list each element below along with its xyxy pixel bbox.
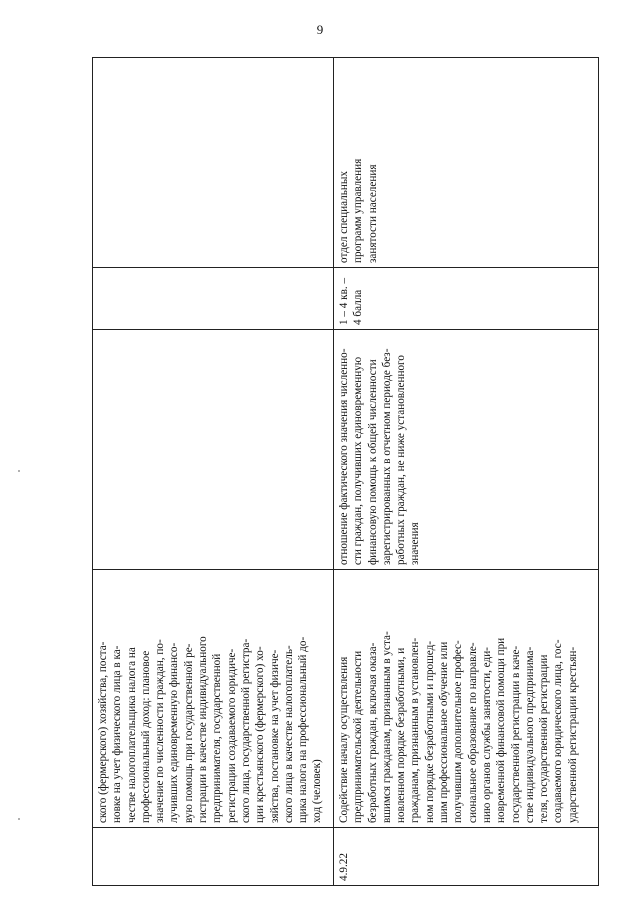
responsible-cell: отдел специальных программ управления занятости населения (334, 58, 599, 268)
responsible-cell (93, 58, 334, 268)
scan-artifact (18, 470, 20, 472)
indicator-cell: Содействие началу осуществления предпринимательской деятельности безработных граждан, включая оказа- вшимся гражданам, признанным в уста- новленном порядке безработными, и гражданам, признанным в установлен- ном порядке безработными и прошед- шим профессиональное обучение или получившим дополнительное профес- сиональное образование по направле- нию органов службы занятости, еди- новременной финансовой помощи при государственной регистрации в каче- стве индивидуального предпринима- теля, государственной регистрации создаваемого юридического лица, гос- ударственной регистрации крестьян- (334, 570, 599, 828)
score-cell: 1 – 4 кв. – 4 балла (334, 268, 599, 330)
table-row (334, 58, 599, 886)
formula-cell (93, 330, 334, 570)
row-number-cell: 4.9.22 (334, 828, 599, 886)
rotated-table-container (92, 58, 592, 886)
table-row (93, 58, 334, 886)
page-number: 9 (316, 22, 324, 37)
indicator-table (92, 57, 599, 886)
indicator-cell: ского (фермерского) хозяйства, поста- новке на учет физического лица в ка- честве налогоплательщика налога на профессиональный доход: плановое значение по численности граждан, по- лучивших единовременную финансо- вую помощь при государственной ре- гистрации в качестве индивидуального предпринимателя, государственной регистрации создаваемого юридиче- ского лица, государственной регистра- ции крестьянского (фермерского) хо- зяйства, постановке на учет физиче- ского лица в качестве налогоплатель- щика налога на профессиональный до- ход (человек) (93, 570, 334, 828)
formula-cell: отношение фактического значения численно- сти граждан, получивших единовременную финансовую помощь к общей численности зарегистрированных в отчетном периоде без- работных граждан, не ниже установленного значения (334, 330, 599, 570)
row-number-cell (93, 828, 334, 886)
scan-artifact (18, 818, 20, 820)
score-cell (93, 268, 334, 330)
